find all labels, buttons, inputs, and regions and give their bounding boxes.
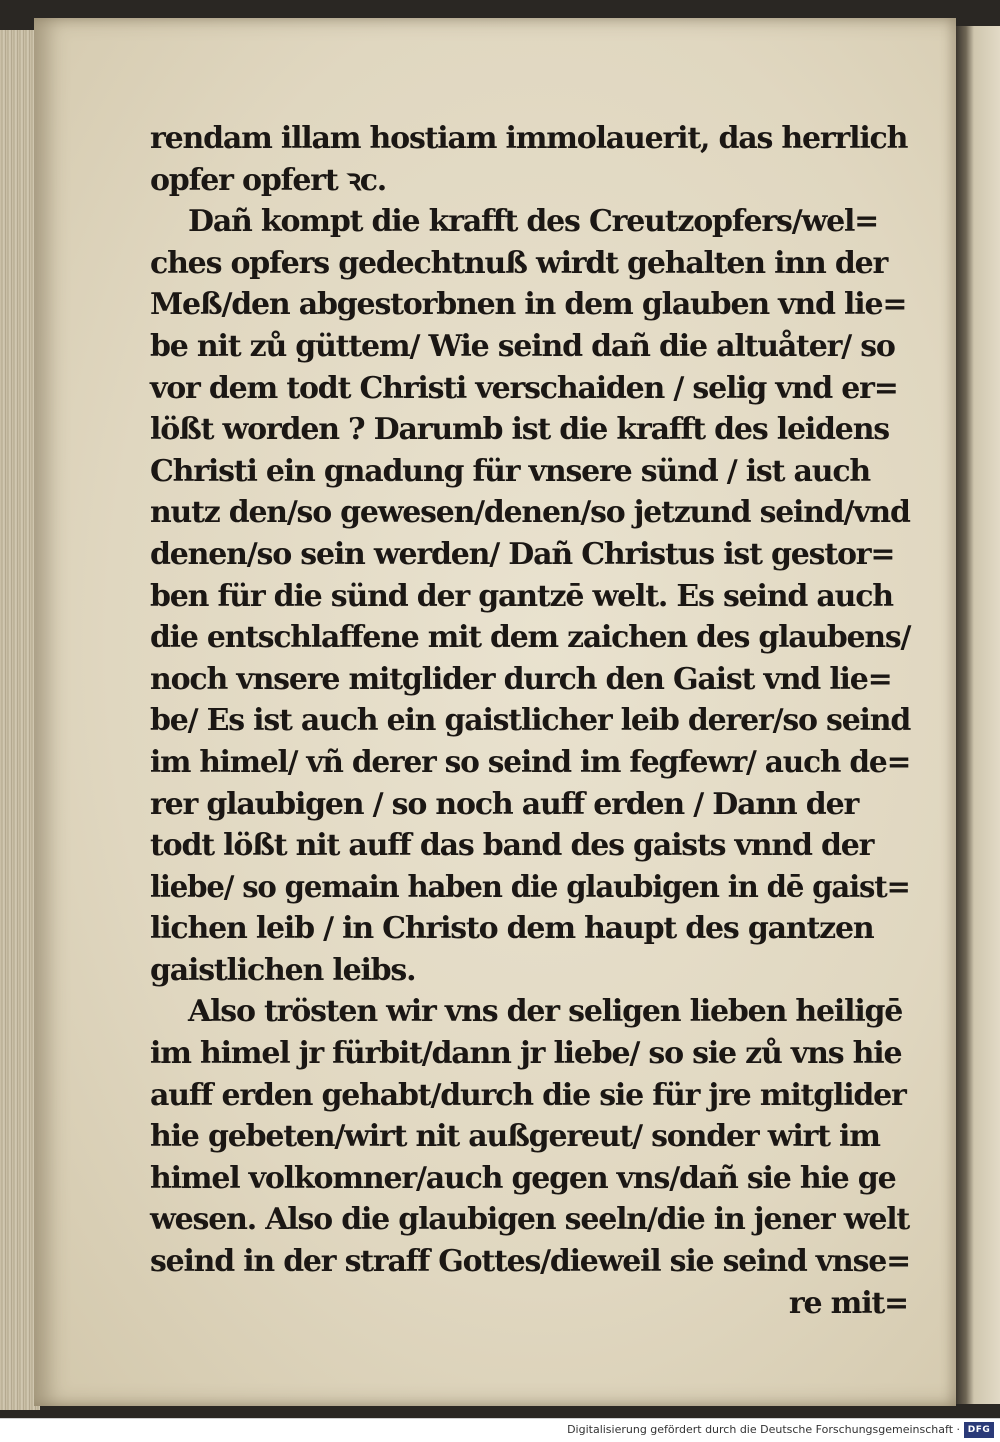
text-line: gaistlichen leibs. [150,952,416,988]
catchword: re mit= [788,1285,908,1321]
text-line: himel volkomner/auch gegen vns/dañ sie hie ge [150,1160,896,1196]
text-line: hie gebeten/wirt nit außgereut/ sonder wirt im [150,1119,880,1155]
text-line: Christi ein gnadung für vnsere sünd / ist auch [150,453,871,489]
text-line: vor dem todt Christi verschaiden / selig vnd er= [150,370,898,406]
facing-page-edge [956,26,1000,1404]
text-line: die entschlaffene mit dem zaichen des glaubens/ [150,620,911,656]
text-line: noch vnsere mitglider durch den Gaist vnd lie= [150,661,892,697]
text-line: be/ Es ist auch ein gaistlicher leib derer/so seind [150,703,911,739]
text-line: im himel/ vñ derer so seind im fegfewr/ auch de= [150,744,911,780]
text-line: im himel jr fürbit/dann jr liebe/ so sie zů vns hie [150,1036,902,1072]
text-line: Dañ kompt die krafft des Creutzopfers/wel= [188,204,879,240]
dfg-logo: DFG [964,1422,994,1438]
text-line: ches opfers gedechtnuß wirdt gehalten inn der [150,245,888,281]
text-line: seind in der straff Gottes/dieweil sie seind vnse= [150,1244,910,1280]
text-line: nutz den/so gewesen/denen/so jetzund seind/vnd [150,495,910,531]
text-line: be nit zů güttem/ Wie seind dañ die altuåter/ so [150,328,895,364]
text-line: todt lößt nit auff das band des gaists vnnd der [150,828,874,864]
text-line: Also trösten wir vns der seligen lieben heiligē [188,994,903,1030]
page-text [150,118,910,1324]
text-line: Meß/den abgestorbnen in dem glauben vnd lie= [150,287,907,323]
text-line: auff erden gehabt/durch die sie für jre mitglider [150,1077,906,1113]
funding-credit: Digitalisierung gefördert durch die Deutsche Forschungsgemeinschaft · [567,1423,960,1436]
text-line: ben für die sünd der gantzē welt. Es seind auch [150,578,893,614]
digitization-footer [0,1418,1000,1442]
text-line: rer glaubigen / so noch auff erden / Dann der [150,786,859,822]
text-line: lößt worden ? Darumb ist die krafft des leidens [150,412,889,448]
text-line: lichen leib / in Christo dem haupt des gantzen [150,911,874,947]
text-line: opfer opfert ꝛc. [150,162,387,198]
text-line: liebe/ so gemain haben die glaubigen in dē gaist= [150,869,910,905]
text-line: wesen. Also die glaubigen seeln/die in jener welt [150,1202,910,1238]
text-line: denen/so sein werden/ Dañ Christus ist gestor= [150,536,895,572]
text-line: rendam illam hostiam immolauerit, das herrlich [150,121,908,156]
